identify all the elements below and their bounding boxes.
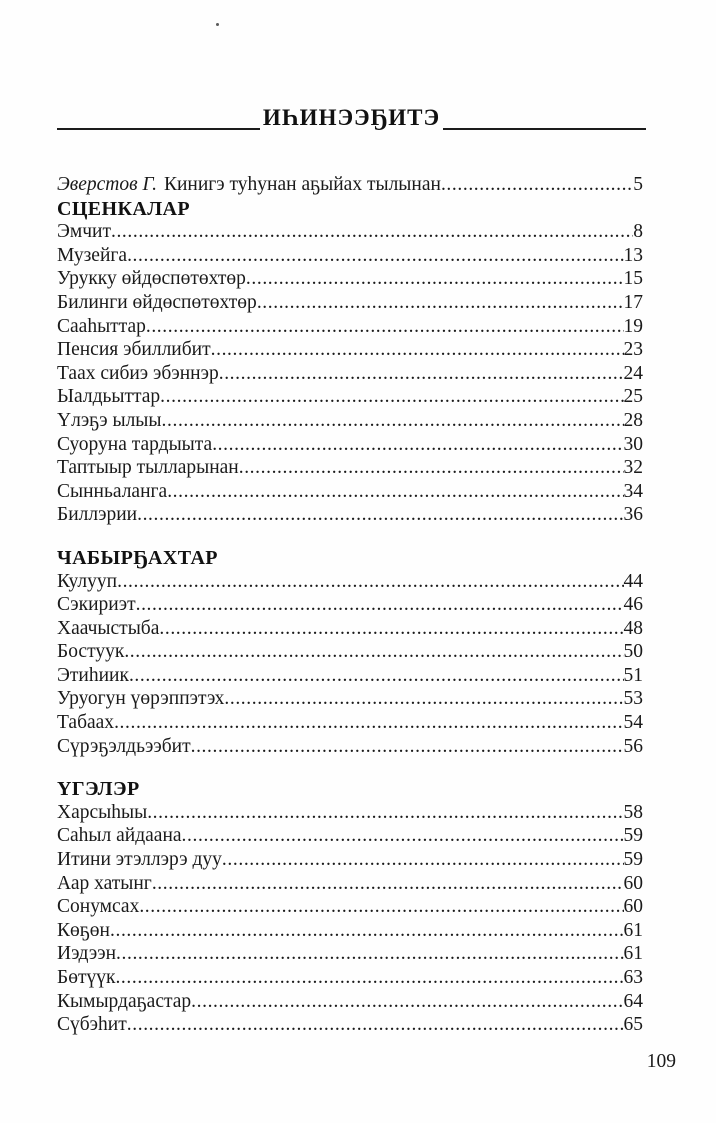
toc-entry-title: Табаах (57, 712, 115, 734)
folio-page-number: 109 (646, 1051, 676, 1072)
toc-entry-page: 51 (623, 664, 643, 686)
toc-entry-page: 13 (623, 244, 643, 266)
dot-leader (116, 943, 623, 965)
toc-entry-title: Иэдээн (57, 943, 117, 965)
scan-speck (216, 23, 219, 26)
toc-entry (57, 245, 643, 269)
toc-entry-title: Үлэҕэ ылыы (57, 409, 162, 431)
toc-entry-page: 61 (623, 919, 643, 941)
toc-entry (57, 410, 643, 434)
toc-entry (57, 943, 643, 967)
toc-entry-title: Сынньаланга (57, 480, 168, 502)
toc-entry-page: 65 (623, 1014, 643, 1036)
toc-entry-page: 59 (623, 849, 643, 871)
toc-entry (57, 386, 643, 410)
toc-entry-title: Этиһиик (57, 664, 129, 686)
dot-leader (136, 594, 624, 616)
toc-entry (57, 618, 643, 642)
toc-entry (57, 688, 643, 712)
toc-entry-page: 8 (633, 221, 643, 243)
toc-entry (57, 571, 643, 595)
toc-entry-title: Хаачыстыба (57, 617, 160, 639)
dot-leader (182, 825, 624, 847)
toc-entry (57, 504, 643, 528)
toc-entry-title: Сүрэҕэлдьээбит (57, 735, 191, 757)
toc-entry-page: 56 (623, 735, 643, 757)
toc-entry-page: 34 (623, 480, 643, 502)
toc-entry-title: Харсыһыы (57, 801, 148, 823)
toc-section-heading (57, 778, 643, 802)
toc-entry-title: Эмчит (57, 221, 111, 243)
toc-entry-title: Көҕөн (57, 919, 110, 941)
toc-entry (57, 802, 643, 826)
toc-entry-page: 60 (623, 872, 643, 894)
toc-entry-page: 36 (623, 504, 643, 526)
toc-entry-page: 48 (623, 617, 643, 639)
toc-entry-page: 46 (623, 594, 643, 616)
toc-entry-page: 32 (623, 457, 643, 479)
toc-entry (57, 665, 643, 689)
toc-entry-title: Бостуук (57, 641, 125, 663)
toc-entry (57, 736, 643, 760)
dot-leader (212, 434, 623, 456)
toc-entry (57, 316, 643, 340)
toc-entry-page: 17 (623, 291, 643, 313)
toc-section-heading (57, 547, 643, 571)
toc-entry (57, 292, 643, 316)
table-of-contents (57, 174, 643, 1038)
dot-leader (127, 245, 623, 267)
dot-leader (152, 873, 624, 895)
toc-entry-title: Аар хатынг (57, 872, 152, 894)
toc-entry-title: Ыалдьыттар (57, 386, 161, 408)
toc-entry (57, 174, 643, 198)
dot-leader (246, 268, 624, 290)
toc-entry (57, 434, 643, 458)
toc-entry-page: 25 (623, 386, 643, 408)
toc-entry-author: Эверстов Г. (57, 174, 157, 195)
dot-leader (159, 618, 623, 640)
toc-entry (57, 991, 643, 1015)
toc-entry-page: 58 (623, 801, 643, 823)
dot-leader (239, 457, 624, 479)
dot-leader (127, 1014, 624, 1036)
dot-leader (147, 802, 623, 824)
toc-entry (57, 849, 643, 873)
toc-entry-title: Уруогун үөрэппэтэх (57, 688, 225, 710)
toc-entry-page: 24 (623, 362, 643, 384)
dot-leader (137, 504, 623, 526)
toc-entry (57, 873, 643, 897)
toc-entry-title: Суоруна тардыыта (57, 433, 213, 455)
dot-leader (191, 991, 623, 1013)
toc-entry-title: Сонумсах (57, 896, 140, 918)
toc-entry (57, 481, 643, 505)
toc-entry (57, 1014, 643, 1038)
toc-entry-title: Кымырдаҕастар (57, 990, 192, 1012)
toc-entry-title: Таптыыр тылларынан (57, 457, 239, 479)
toc-entry-title: Саһыл айдаана (57, 825, 182, 847)
toc-entry-page: 30 (623, 433, 643, 455)
toc-entry-page: 28 (623, 409, 643, 431)
dot-leader (441, 174, 633, 196)
dot-leader (160, 386, 623, 408)
toc-entry (57, 221, 643, 245)
dot-leader (129, 665, 624, 687)
toc-entry (57, 896, 643, 920)
title-block (57, 102, 646, 133)
toc-entry (57, 920, 643, 944)
toc-entry (57, 594, 643, 618)
toc-entry-page: 54 (623, 712, 643, 734)
toc-entry-title: Кулууп (57, 570, 118, 592)
dot-leader (117, 571, 623, 593)
dot-leader (110, 920, 624, 942)
dot-leader (191, 736, 624, 758)
dot-leader (222, 849, 624, 871)
toc-entry (57, 641, 643, 665)
toc-entry-title: Биллэрии (57, 504, 138, 526)
section-heading-label: СЦЕНКАЛАР (57, 197, 191, 220)
toc-section-heading (57, 198, 643, 222)
toc-entry-page: 64 (623, 990, 643, 1012)
toc-entry-page: 19 (623, 315, 643, 337)
toc-entry-page: 63 (623, 967, 643, 988)
toc-entry-page: 15 (623, 268, 643, 290)
toc-entry (57, 339, 643, 363)
dot-leader (167, 481, 623, 503)
dot-leader (224, 688, 623, 710)
toc-entry-title: Сааһыттар (57, 315, 146, 337)
dot-leader (219, 363, 624, 385)
toc-entry-title: Сүбэһит (57, 1014, 127, 1036)
toc-entry-page: 61 (623, 943, 643, 965)
dot-leader (124, 641, 623, 663)
page-title: ИҺИНЭЭҔИТЭ (260, 102, 443, 133)
dot-leader (139, 896, 623, 918)
toc-entry-title: Итини этэллэрэ дуу (57, 849, 222, 871)
toc-entry-page: 5 (633, 174, 643, 195)
section-heading-label: ЧАБЫРҔАХТАР (57, 546, 218, 569)
dot-leader (114, 712, 623, 734)
toc-entry-page: 59 (623, 825, 643, 847)
toc-entry (57, 712, 643, 736)
toc-entry (57, 967, 643, 991)
toc-entry (57, 363, 643, 387)
toc-entry-title: Сэкириэт (57, 594, 136, 616)
dot-leader (211, 339, 624, 361)
toc-entry-title: Музейга (57, 244, 128, 266)
toc-entry (57, 457, 643, 481)
dot-leader (257, 292, 624, 314)
dot-leader (162, 410, 624, 432)
toc-entry-page: 60 (623, 896, 643, 918)
toc-entry (57, 825, 643, 849)
dot-leader (111, 221, 633, 243)
toc-entry-title: Пенсия эбиллибит (57, 339, 211, 361)
toc-entry-page: 50 (623, 641, 643, 663)
toc-entry-page: 23 (623, 339, 643, 361)
section-heading-label: ҮГЭЛЭР (57, 778, 140, 801)
toc-entry-title: Таах сибиэ эбэннэр (57, 362, 219, 384)
dot-leader (146, 316, 624, 338)
toc-entry-title: Урукку өйдөспөтөхтөр (57, 268, 246, 290)
toc-entry-title: Кинигэ туһунан аҕыйах тылынан (163, 174, 441, 195)
toc-entry-page: 53 (623, 688, 643, 710)
toc-entry-title: Билинги өйдөспөтөхтөр (57, 291, 257, 313)
toc-entry-page: 44 (623, 570, 643, 592)
dot-leader (115, 967, 623, 989)
toc-entry (57, 268, 643, 292)
toc-entry-title: Бөтүүк (57, 967, 116, 988)
